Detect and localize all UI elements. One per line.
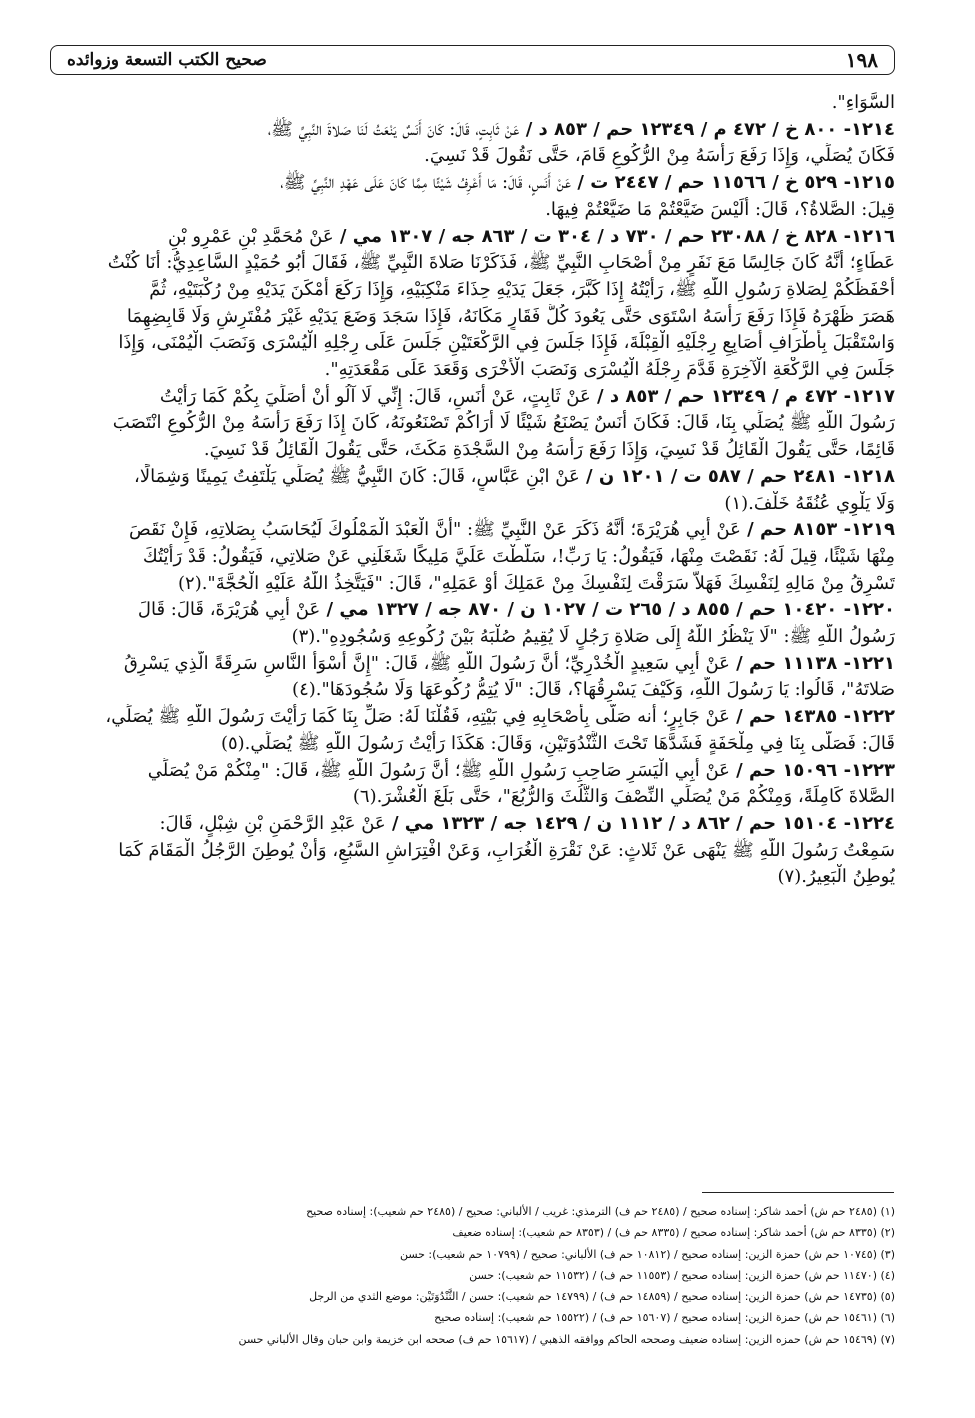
- text-line: [52, 250, 895, 277]
- text-line: [52, 491, 895, 518]
- hadith-reference: ١٢١٧- ٤٧٢ م / ١٢٣٤٩ حم / ٨٥٣ د /: [590, 385, 895, 407]
- hadith-text: أَحْفَظَكُمْ لِصَلاةِ رَسُولِ اللَّهِ ﷺ، رَأَيْتُهُ إِذَا كَبَّرَ، جَعَلَ يَدَيْهِ حِذَاءَ مَنْكِبَيْهِ، وَإِذَا رَكَعَ أَمْكَنَ يَدَيْهِ مِنْ رُكْبَتَيْهِ، ثُمَّ: [149, 278, 895, 300]
- text-line: [52, 677, 895, 704]
- text-line: [52, 90, 895, 117]
- text-line: [52, 410, 895, 437]
- hadith-text: هَصَرَ ظَهْرَهُ فَإِذَا رَفَعَ رَأْسَهُ اسْتَوَى حَتَّى يَعُودَ كُلُّ فَقَارٍ مَكَانَهُ، فَإِذَا سَجَدَ وَضَعَ يَدَيْهِ غَيْرَ مُفْتَرِشٍ وَلَا قَابِضِهِمَا: [126, 305, 895, 327]
- hadith-reference: ١٢١٥- ٥٢٩ خ / ١١٥٦٦ حم / ٢٤٤٧ ت /: [571, 172, 895, 194]
- hadith-reference: ١٢٢١- ١١١٣٨ حم /: [729, 652, 895, 674]
- hadith-text: عَطَاءٍ؛ أَنَّهُ كَانَ جَالِسًا مَعَ نَفَرٍ مِنْ أَصْحَابِ النَّبِيِّ ﷺ، فَذَكَرْنَا صَلاةَ النَّبِيِّ ﷺ، فَقَالَ أَبُو حُمَيْدٍ السَّاعِدِيُّ: أَنَا كُنْتُ: [107, 252, 895, 274]
- hadith-text: قِيلَ: الصَّلاةُ؟، قَالَ: أَلَيْسَ ضَيَّعْتُمْ مَا ضَيَّعْتُمْ فِيهَا.: [545, 198, 895, 220]
- footnote: (٤) (١١٤٧٠ حم ش) حمزة الزين: إسناده صحيح / (١١٥٥٣ حم ف) / (١١٥٣٢ حم شعيب): حسن: [469, 1268, 895, 1282]
- hadith-reference: ١٢١٨- ٢٤٨١ حم / ٥٨٧ ت / ١٢٠١ ن /: [579, 465, 895, 487]
- hadith-text: صَلاتَهُ"، قَالُوا: يَا رَسُولَ اللَّهِ، وَكَيْفَ يَسْرِقُهَا؟، قَالَ: "لَا يُتِمُّ رُكُوعَهَا وَلَا سُجُودَهَا".(٤): [292, 679, 895, 701]
- footnote: (١) (٢٤٨٥ حم ش) أحمد شاكر: إسناده صحيح / (٢٤٨٥ حم ف) الترمذي: غريب / الألباني: صحيح / (٢٤٨٥ حم شعيب): إسناده صحيح: [306, 1205, 895, 1218]
- text-line: [52, 571, 895, 598]
- hadith-text: تَسْرِقُ مِنْ مَالِهِ لِنَفْسِكَ فَهَلاَّ سَرَقْتَ لِنَفْسِكَ مِنْ عَمَلِكَ أَوْ عَمَلِهِ"، قَالَ: "فَيَتَّخِذُ اللَّهُ عَلَيْهِ الْحُجَّةَ".(٢): [177, 572, 895, 594]
- hadith-text: سَمِعْتُ رَسُولَ اللَّهِ ﷺ يَنْهَى عَنْ ثَلاثٍ: عَنْ نَقْرَةِ الْغُرَابِ، وَعَنْ افْتِرَاشِ السَّبُعِ، وَأَنْ يُوطِنَ الرَّجُلُ الْمَقَامَ كَمَا: [118, 839, 895, 861]
- text-line: [52, 517, 895, 544]
- hadith-text: عَنْ ابْنِ عَبَّاسٍ، قَالَ: كَانَ النَّبِيُّ ﷺ يُصَلِّي يَلْتَفِتُ يَمِينًا وَشِمَالًا،: [134, 465, 580, 487]
- hadith-text: عَنْ مُحَمَّدِ بْنِ عَمْرِو بْنِ: [167, 225, 334, 247]
- hadith-text: يُوطِنُ الْبَعِيرُ.(٧): [777, 866, 895, 888]
- text-line: [52, 864, 895, 891]
- hadith-text: قَالَ: فَصَلَّى بِنَا فِي مِلْحَفَةٍ فَشَدَّهَا تَحْتَ الثَّنْدُوَتَيْنِ، وَقَالَ: هَكَذَا رَأَيْتُ رَسُولَ اللَّهِ ﷺ يُصَلِّي.(٥): [220, 732, 895, 754]
- text-line: [52, 838, 895, 865]
- text-line: [52, 277, 895, 304]
- text-line: [52, 330, 895, 357]
- footnotes: [52, 1201, 895, 1350]
- text-line: [52, 464, 895, 491]
- text-line: [52, 384, 895, 411]
- hadith-reference: ١٢٢٣- ١٥٠٩٦ حم /: [729, 759, 895, 781]
- hadith-text: مِنْهَا شَيْئًا، قِيلَ لَهُ: نَقَصْتَ مِنْهَا، فَيَقُولُ: يَا رَبِّ!، سَلَّطْتَ عَلَيَّ مَلِيكًا شَغَلَنِي عَنْ صَلاتِي، فَيَقُولُ: قَدْ رَأَيْتُكَ: [142, 545, 895, 567]
- hadith-text: عَنْ أَنَسٍ، قَالَ: مَا أَعْرِفُ شَيْئًا مِمَّا كَانَ عَلَى عَهْدِ النَّبِيِّ ﷺ،: [280, 172, 572, 194]
- hadith-text: قَائِمًا، حَتَّى يَقُولَ الْقَائِلُ قَدْ نَسِيَ، وَإِذَا رَفَعَ رَأْسَهُ مِنْ السَّجْدَةِ مَكَثَ، حَتَّى يَقُولَ الْقَائِلُ قَدْ نَسِيَ.: [203, 439, 895, 461]
- hadith-reference: ١٢٢٢- ١٤٣٨٥ حم /: [729, 706, 895, 728]
- text-line: [52, 758, 895, 785]
- hadith-text: عَنْ أَبِي سَعِيدٍ الْخُدْرِيِّ؛ أَنَّ رَسُولَ اللَّهِ ﷺ، قَالَ: "إِنَّ أَسْوَأَ النَّاسِ سَرِقَةً الَّذِي يَسْرِقُ: [123, 652, 730, 674]
- hadith-text: عَنْ جَابِرٍ؛ أنه صَلَّى بِأَصْحَابِهِ فِي بَيْتِهِ، فَقُلْنَا لَهُ: صَلِّ بِنَا كَمَا رَأَيْتَ رَسُولَ اللَّهِ ﷺ يُصَلِّي،: [105, 706, 730, 728]
- text-line: [52, 224, 895, 251]
- book-title: صحيح الكتب التسعة وزوائده: [67, 50, 267, 70]
- text-line: [52, 143, 895, 170]
- page-number: ١٩٨: [845, 48, 878, 72]
- hadith-text: الصَّلاةَ كَامِلَةً، وَمِنْكُمْ مَنْ يُصَلِّي النِّصْفَ وَالثُّلُثَ وَالرُّبُعَ"، حَتَّى بَلَغَ الْعُشْرَ.(٦): [352, 786, 895, 808]
- hadith-reference: ١٢١٦- ٨٢٨ خ / ٢٣٠٨٨ حم / ٧٣٠ د / ٣٠٤ ت / ٨٦٣ جه / ١٣٠٧ مي /: [333, 225, 895, 247]
- text-line: [52, 437, 895, 464]
- hadith-reference: ١٢١٩- ٨١٥٣ حم /: [740, 519, 895, 541]
- hadith-reference: ١٢٢٤- ١٥١٠٤ حم / ٨٦٢ د / ١١١٢ ن / ١٤٢٩ جه / ١٣٢٣ مي /: [385, 812, 895, 834]
- footnote: (٥) (١٤٧٣٥ حم ش) حمزة الزين: إسناده صحيح / (١٤٨٥٩ حم ف) / (١٤٧٩٩ حم شعيب): حسن / الثَّنْدُوَتَيْن: موضع الثدي من الرجل: [309, 1290, 895, 1304]
- hadith-text: عَنْ عَبْدِ الرَّحْمَنِ بْنِ شِبْلٍ، قَالَ:: [159, 812, 386, 834]
- text-line: [52, 544, 895, 571]
- hadith-text: رَسُولُ اللَّهِ ﷺ: "لَا يَنْظُرُ اللَّهُ إِلَى صَلاةِ رَجُلٍ لَا يُقِيمُ صُلْبَهُ بَيْنَ رُكُوعِهِ وَسُجُودِهِ".(٣): [291, 626, 895, 648]
- hadith-text: جَلَسَ فِي الرَّكْعَةِ الْآخِرَةِ قَدَّمَ رِجْلَهُ الْيُسْرَى وَنَصَبَ الْأُخْرَى وَقَعَدَ عَلَى مَقْعَدَتِهِ".: [324, 359, 895, 381]
- hadith-text: عَنْ أَبِي الْيَسَرِ صَاحِبِ رَسُولِ اللَّهِ ﷺ؛ أَنَّ رَسُولَ اللَّهِ ﷺ، قَالَ: "مِنْكُمْ مَنْ يُصَلِّي: [147, 759, 730, 781]
- hadith-text: وَلَا يَلْوِي عُنُقَهُ خَلْفَ.(١): [724, 492, 895, 514]
- hadith-reference: ١٢٢٠- ١٠٤٢٠ حم / ٨٥٥ د / ٢٦٥ ت / ١٠٢٧ ن / ٨٧٠ جه / ١٣٢٧ مي /: [320, 599, 895, 621]
- hadith-text: عَنْ أَبِي هُرَيْرَةَ؛ أَنَّهُ ذَكَرَ عَنْ النَّبِيِّ ﷺ: "أَنَّ الْعَبْدَ الْمَمْلُوكَ لَيُحَاسَبُ بِصَلاتِهِ، فَإِنْ نَقَصَ: [128, 519, 741, 541]
- footnote: (٣) (١٠٧٤٥ حم ش) حمزة الزين: إسناده صحيح / (١٠٨١٢ حم ف) الألباني: صحيح / (١٠٧٩٩ حم شعيب): حسن: [399, 1247, 895, 1261]
- text-line: [52, 704, 895, 731]
- hadith-reference: ١٢١٤- ٨٠٠ خ / ٤٧٢ م / ١٢٣٤٩ حم / ٨٥٣ د /: [519, 118, 895, 140]
- hadith-text: فَكَانَ يُصَلِّي، وَإِذَا رَفَعَ رَأْسَهُ مِنْ الرُّكُوعِ قَامَ، حَتَّى نَقُولَ قَدْ نَسِيَ.: [424, 145, 895, 167]
- footnote: (٢) (٨٣٣٥ حم ش) أحمد شاكر: إسناده صحيح / (٨٣٣٥ حم ف) / (٨٣٥٣ حم شعيب): إسناده ضعيف: [452, 1226, 895, 1240]
- text-line: [52, 117, 895, 144]
- hadith-body: [52, 90, 895, 891]
- hadith-text: رَسُولَ اللَّهِ ﷺ يُصَلِّي بِنَا، قَالَ: فَكَانَ أَنَسٌ يَصْنَعُ شَيْئًا لَا أَرَاكُمْ تَصْنَعُونَهُ، كَانَ إِذَا رَفَعَ رَأْسَهُ مِنْ الرُّكُوعِ انْتَصَبَ: [112, 412, 895, 434]
- text-line: [52, 624, 895, 651]
- text-line: [52, 197, 895, 224]
- text-line: [52, 597, 895, 624]
- text-line: [52, 651, 895, 678]
- text-line: [52, 811, 895, 838]
- text-line: [52, 731, 895, 758]
- hadith-text: عَنْ ثَابِتٍ، عَنْ أَنَسٍ، قَالَ: إِنِّي لَا آلُو أَنْ أُصَلِّيَ بِكُمْ كَمَا رَأَيْتُ: [159, 385, 591, 407]
- hadith-text: عَنْ ثَابِتٍ، قَالَ: كَانَ أَنَسٌ يَنْعَتُ لَنَا صَلاةَ النَّبِيِّ ﷺ،: [267, 118, 520, 140]
- footnote: (٧) (١٥٤٦٩ حم ش) حمزه الزين: إسناده ضعيف وصححه الحاكم ووافقه الذهبي / (١٥٦١٧ حم ف) صححه ابن خزيمة وابن حبان وقال الألباني حسن: [238, 1332, 895, 1346]
- text-line: [52, 784, 895, 811]
- text-line: [52, 357, 895, 384]
- text-line: [52, 304, 895, 331]
- footnote-divider: [702, 1192, 894, 1193]
- hadith-text: وَاسْتَقْبَلَ بِأَطْرَافِ أَصَابِعِ رِجْلَيْهِ الْقِبْلَةَ، فَإِذَا جَلَسَ فِي الرَّكْعَتَيْنِ جَلَسَ عَلَى رِجْلِهِ الْيُسْرَى وَنَصَبَ الْيُمْنَى، وَإِذَا: [118, 332, 895, 354]
- hadith-text: السَّوَاءِ".: [831, 92, 895, 113]
- page-header: [50, 45, 895, 75]
- footnote: (٦) (١٥٤٦١ حم ش) حمزة الزين: إسناده صحيح / (١٥٦٠٧ حم ف) / (١٥٥٢٢ حم شعيب): إسناده صحيح: [434, 1311, 895, 1325]
- text-line: [52, 170, 895, 197]
- hadith-text: عَنْ أَبِي هُرَيْرَةَ، قَالَ: قَالَ: [137, 599, 321, 621]
